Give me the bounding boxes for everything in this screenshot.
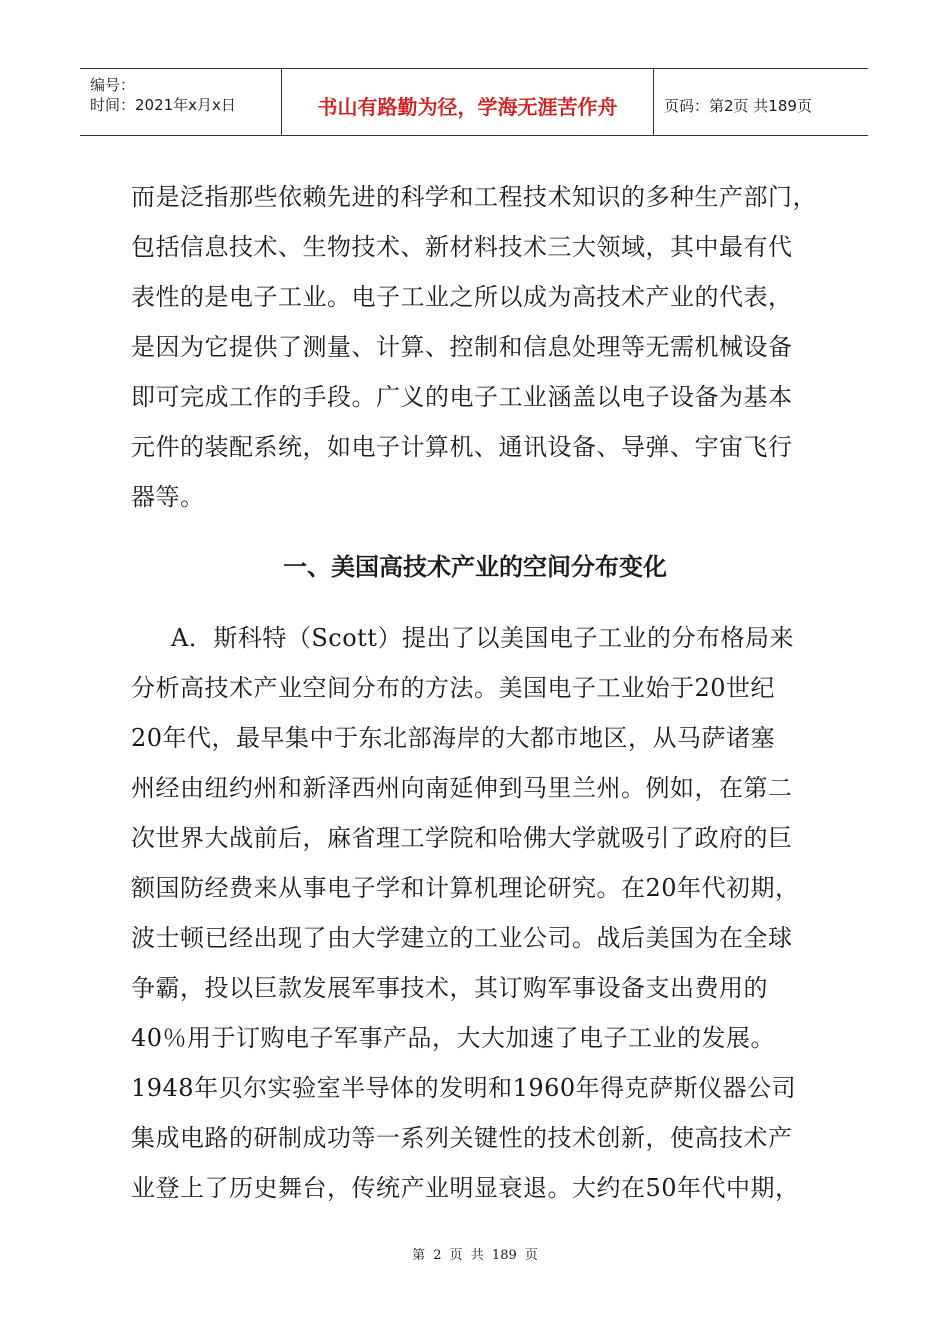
text-line: 集成电路的研制成功等一系列关键性的技术创新，使高技术产 [131,1124,793,1152]
text-line: 次世界大战前后，麻省理工学院和哈佛大学就吸引了政府的巨 [131,824,793,852]
text-line: 1948年贝尔实验室半导体的发明和1960年得克萨斯仪器公司 [131,1074,797,1102]
section-heading: 一、美国高技术产业的空间分布变化 [283,553,667,581]
text-line: 额国防经费来从事电子学和计算机理论研究。在20年代初期， [131,874,800,902]
header-motto: 书山有路勤为径，学海无涯苦作舟 [282,69,654,135]
text-line: 40％用于订购电子军事产品，大大加速了电子工业的发展。 [131,1024,776,1052]
paragraph-2 [131,613,831,1213]
text-line: 争霸，投以巨款发展军事技术，其订购军事设备支出费用的 [131,974,768,1002]
text-line: 元件的装配系统，如电子计算机、通讯设备、导弹、宇宙飞行 [131,433,793,461]
text-line: 20年代，最早集中于东北部海岸的大都市地区，从马萨诸塞 [131,724,776,752]
text-line: 包括信息技术、生物技术、新材料技术三大领域，其中最有代 [131,233,793,261]
text-line: 即可完成工作的手段。广义的电子工业涵盖以电子设备为基本 [131,383,793,411]
page-footer: 第 2 页 共 189 页 [412,1248,538,1263]
text-line: 业登上了历史舞台，传统产业明显衰退。大约在50年代中期， [131,1174,800,1202]
text-line: A．斯科特（Scott）提出了以美国电子工业的分布格局来 [171,624,794,652]
document-date: 时间：2021年x月x日 [90,96,236,114]
header-meta [80,69,282,135]
text-line: 波士顿已经出现了由大学建立的工业公司。战后美国为在全球 [131,924,793,952]
text-line: 而是泛指那些依赖先进的科学和工程技术知识的多种生产部门， [131,183,817,211]
text-line: 州经由纽约州和新泽西州向南延伸到马里兰州。例如，在第二 [131,774,793,802]
document-number-label: 编号： [90,76,136,94]
page-header [80,68,868,136]
text-line: 表性的是电子工业。电子工业之所以成为高技术产业的代表， [131,283,793,311]
paragraph-1 [131,172,831,522]
text-line: 器等。 [131,483,205,511]
text-line: 分析高技术产业空间分布的方法。美国电子工业始于20世纪 [131,674,776,702]
header-page-info: 页码：第2页 共189页 [664,96,812,115]
text-line: 是因为它提供了测量、计算、控制和信息处理等无需机械设备 [131,333,793,361]
